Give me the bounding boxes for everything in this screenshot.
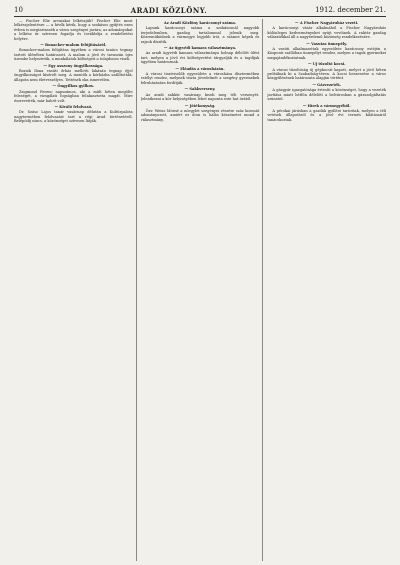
- column-2: [141, 19, 264, 561]
- article-headline: — Vasutas ünnepély.: [306, 41, 348, 46]
- article-headline: — Hírek a vármegyéből.: [302, 103, 351, 108]
- article-paragraph: Bozsik Ilona vasúti őrház melletti lakásán tegnap éjjel öngyilkosságot kísérelt meg. A mentők a kórházba szállították, állapota nem életveszélyes. Tettének oka ismeretlen.: [14, 69, 133, 82]
- article-paragraph: A pécskai járásban a gazdák gyűlést tartottak, melyen a téli vetések állapotáról és a jövő évi termés kilátásairól tanácskoztak.: [267, 108, 387, 122]
- text-columns: [14, 19, 386, 561]
- article-paragraph: A városi tisztviselők egyesülete a városháza dísztermében estélyt rendez, melynek tiszta jövedelmét a szegény gyermekek felruházására fordítják.: [140, 72, 260, 85]
- article-paragraph: Az aradi sakkör vasárnap kezdi meg téli versenyét. Jelentkezni a kör helyiségében lehet naponta este hat órától.: [140, 92, 260, 102]
- article-headline: — Előadás a városházán.: [175, 66, 225, 71]
- article-headline: — Gázvezeték.: [312, 82, 342, 87]
- newspaper-title: ARADI KÖZLÖNY.: [130, 5, 208, 15]
- article-headline: — Az ügyvédi kamara választmánya.: [163, 46, 237, 51]
- article-paragraph: Az aradi ügyvédi kamara választmánya holnap délelőtt ülést tart, melyen a jövő évi költségvetést tárgyalják és a tagdíjak ügyében határoznak.: [140, 51, 260, 65]
- article-paragraph: Zsigmond Ferenc napszámos, aki a múlt héten megölte feleségét, a vizsgálati fogságban felakasztotta magát. Mire észrevették, már halott volt.: [14, 89, 133, 103]
- article-paragraph: A karácsonyi vásár alkalmából a Fischer Nagyáruház különleges kedvezményeket nyújt vevőinek. A raktár gazdag választékkal áll a nagyérdemű közönség rendelkezésére.: [267, 26, 387, 40]
- article-paragraph: — Fischer Elie arvaiakai lelkészjük? Fischer Elie most lelkészjelentésre — a hívők kérik, hogy a szokásos gyűjtés ezen évben is megtartassék a város szegényei javára, az adományokat a lelkész úr szívesen fogadja és továbbítja a rendeltetési helyére.: [14, 19, 133, 41]
- article-headline: — Uj tűzoltó kocsi.: [307, 62, 346, 67]
- article-headline: — Kiváló felolvasó.: [54, 104, 93, 109]
- article-headline: — Egy asszony öngyilkossága.: [43, 63, 104, 68]
- article-paragraph: Dr. Szász Lajos tanár vasárnap délután a Kultúrpalota nagytermében felolvasást tart a régi Arad történetéről. Belépődíj nincs, a közönséget szívesen látják.: [14, 110, 133, 124]
- article-paragraph: A gázgyár igazgatósága értesíti a közönséget, hogy a vezeték javítása miatt hétfőn délelőtt a belvárosban a gázszolgáltatás szünetel.: [267, 88, 387, 102]
- column-3: [267, 19, 386, 561]
- article-headline: — Sakkverseny.: [184, 87, 216, 92]
- article-paragraph: A városi tűzoltóság új gépkocsit kapott, melyet a jövő héten próbálnak ki a Szabadság-téren. A kocsi beszerzése a város közgyűlésének határozata alapján történt.: [267, 67, 387, 81]
- page-number: 10: [14, 6, 23, 14]
- page-header: [14, 4, 386, 17]
- article-headline: — A Fischer Nagyáruház vezeti.: [295, 21, 359, 25]
- issue-date: 1912. december 21.: [315, 6, 386, 14]
- article-headline: — Öngyilkos gyilkos.: [52, 84, 95, 89]
- article-headline: Az Aradi Közlöny karácsonyi száma.: [163, 21, 237, 25]
- column-1: [14, 19, 137, 561]
- article-paragraph: A vasúti alkalmazottak egyesülete karácsony estéjén a Központi szállóban ünnepélyt rendez, melyen a tagok gyermekei megajándékoztatnak.: [267, 47, 387, 60]
- article-paragraph: Lapunk karácsonyi száma a szokásosnál nagyobb terjedelemben, gazdag tartalommal jelenik meg. Közreműködnek a vármegye legjobb írói, a számot képek és rajzok díszítik.: [140, 26, 260, 44]
- article-paragraph: Özv. Weisz Mórné a nőegylet szegényei részére száz koronát adományozott, amiért ez úton is hálás köszönetet mond a választmány.: [140, 108, 260, 122]
- article-headline: — Jótékonyság.: [184, 103, 216, 108]
- article-headline: — Bonacker-malom felújításáról.: [40, 43, 107, 48]
- article-paragraph: Bonacker-malom felújítása ügyében a városi tanács tegnap tartott ülésében határozott. A malom a jövő év tavaszán újra üzembe helyeztetik, a munkálatok költségeit a tulajdonos viseli.: [14, 48, 133, 62]
